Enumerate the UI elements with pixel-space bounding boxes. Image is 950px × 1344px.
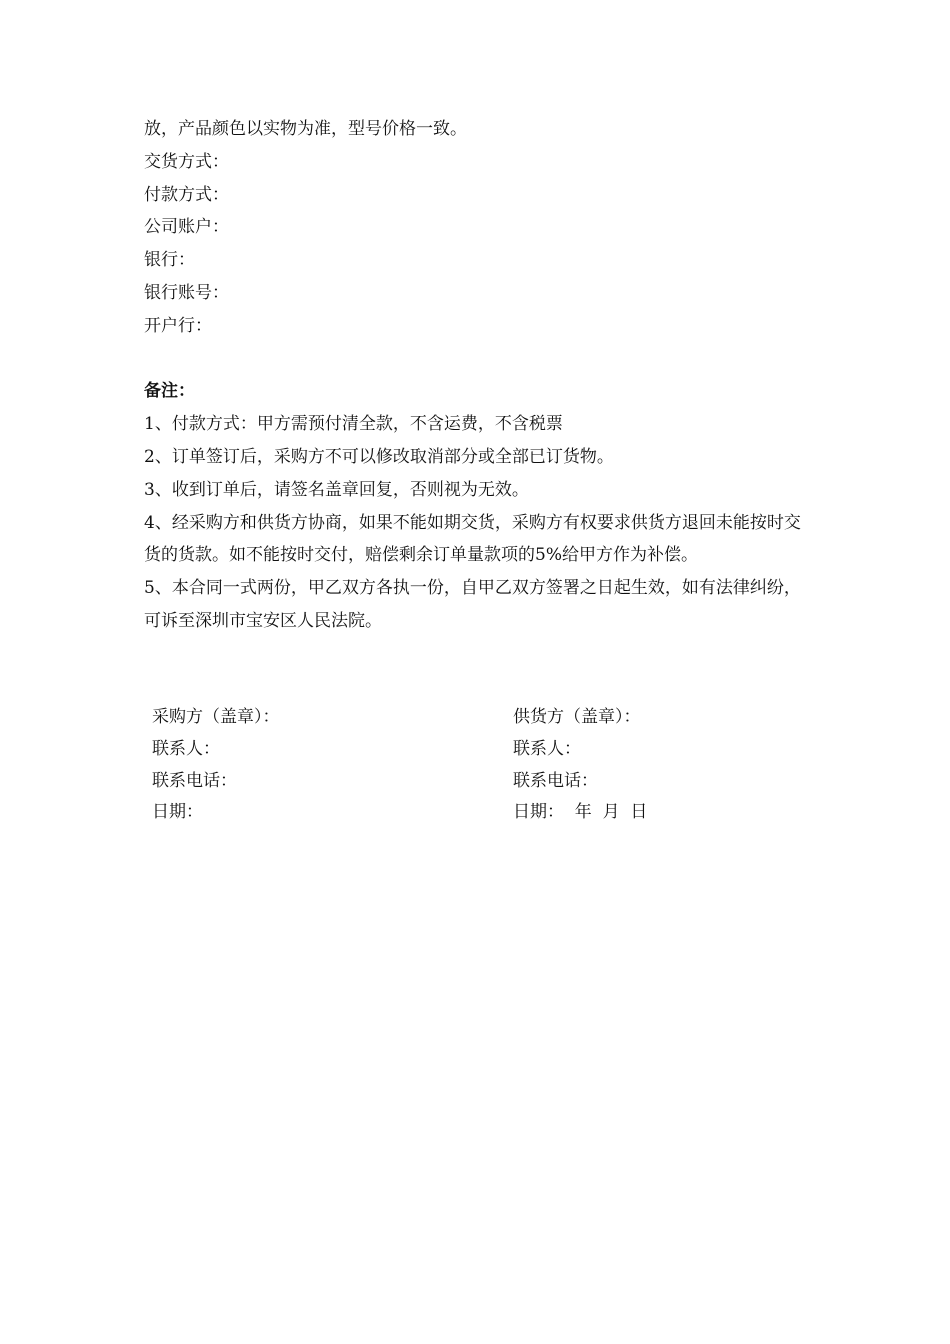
remark-item: 5、本合同一式两份，甲乙双方各执一份，自甲乙双方签署之日起生效，如有法律纠纷，可诉至深圳市宝安区人民法院。 <box>144 578 801 631</box>
signature-row-contact <box>152 734 812 766</box>
intro-line: 放，产品颜色以实物为准，型号价格一致。 <box>144 119 467 139</box>
remark-item: 4、经采购方和供货方协商，如果不能如期交货，采购方有权要求供货方退回未能按时交货的货款。如不能按时交付，赔偿剩余订单量款项的5%给甲方作为补偿。 <box>144 512 801 566</box>
supplier-date-label: 日期： 年 月 日 <box>513 802 648 823</box>
contract-body <box>144 113 808 638</box>
field-bank-account-number: 银行账号： <box>144 282 229 303</box>
supplier-phone-label: 联系电话： <box>513 770 598 791</box>
buyer-phone-label: 联系电话： <box>152 770 237 791</box>
field-delivery-method: 交货方式： <box>144 151 229 172</box>
signature-block <box>152 702 812 829</box>
remark-item: 3、收到订单后，请签名盖章回复，否则视为无效。 <box>144 479 529 500</box>
field-company-account: 公司账户： <box>144 217 229 238</box>
buyer-date-label: 日期： <box>152 802 203 823</box>
buyer-contact-label: 联系人： <box>152 738 220 759</box>
buyer-seal-label: 采购方（盖章）： <box>152 707 280 727</box>
field-opening-bank: 开户行： <box>144 315 212 336</box>
field-payment-method: 付款方式： <box>144 184 229 205</box>
field-bank: 银行： <box>144 250 195 271</box>
supplier-contact-label: 联系人： <box>513 738 581 759</box>
supplier-seal-label: 供货方（盖章）： <box>513 707 641 727</box>
spacer <box>144 343 808 376</box>
remark-item: 2、订单签订后，采购方不可以修改取消部分或全部已订货物。 <box>144 446 614 467</box>
remark-item: 1、付款方式：甲方需预付清全款，不含运费，不含税票 <box>144 414 563 435</box>
signature-row-phone <box>152 766 812 798</box>
remarks-title: 备注： <box>144 381 195 402</box>
signature-row-seal <box>152 702 812 734</box>
signature-row-date <box>152 797 812 829</box>
